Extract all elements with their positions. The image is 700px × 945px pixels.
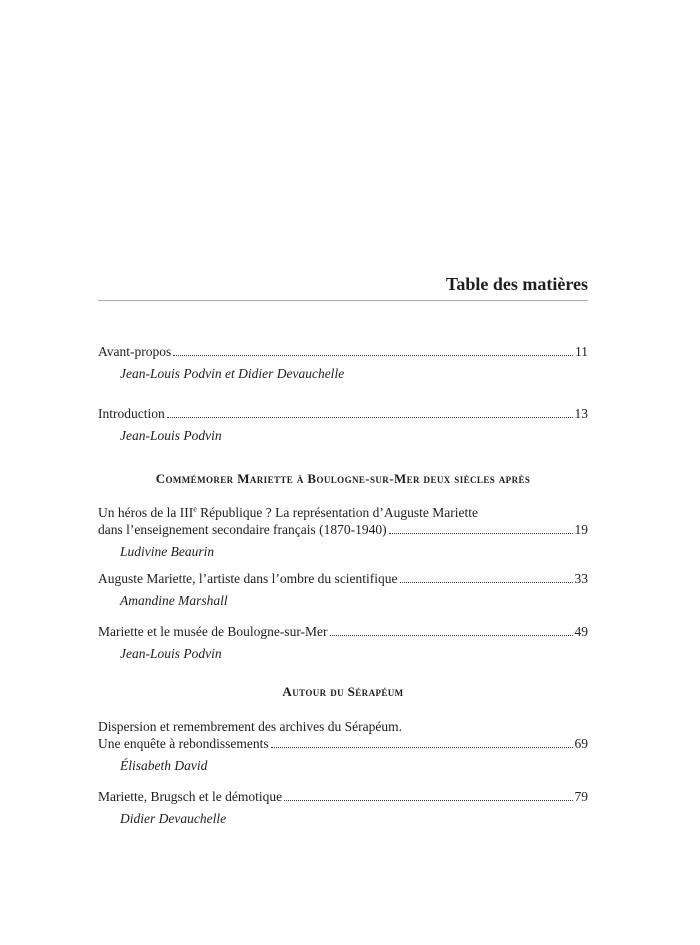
toc-entry-page: 13 bbox=[574, 406, 588, 421]
toc-entry-title-line1: Dispersion et remembrement des archives du Sérapéum. bbox=[98, 719, 403, 734]
toc-entry-title: Avant-propos bbox=[98, 344, 172, 359]
toc-entry-title: Auguste Mariette, l’artiste dans l’ombre du scientifique bbox=[98, 571, 398, 586]
leader-dots bbox=[284, 799, 572, 801]
toc-entry-line bbox=[98, 735, 588, 752]
leader-dots bbox=[400, 581, 573, 583]
superscript: e bbox=[193, 504, 197, 514]
leader-dots bbox=[330, 634, 573, 636]
toc-entry-title: Introduction bbox=[98, 406, 165, 421]
toc-entry-page: 79 bbox=[574, 789, 588, 804]
toc-entry-title: Mariette et le musée de Boulogne-sur-Mer bbox=[98, 624, 328, 639]
toc-entry-author: Amandine Marshall bbox=[120, 593, 228, 608]
toc-entry-line bbox=[98, 623, 588, 640]
toc-entry-page: 11 bbox=[575, 344, 588, 359]
leader-dots bbox=[167, 416, 573, 418]
toc-entry-line bbox=[98, 521, 588, 538]
toc-entry-un-heros[interactable] bbox=[98, 504, 588, 560]
toc-entry-title-line2: dans l’enseignement secondaire français (1870-1940) bbox=[98, 522, 387, 537]
toc-entry-line bbox=[98, 343, 588, 360]
toc-entry-page: 33 bbox=[574, 571, 588, 586]
leader-dots bbox=[389, 532, 573, 534]
title-text: République ? La représentation d’Auguste Mariette bbox=[196, 505, 478, 520]
page-title: Table des matières bbox=[446, 274, 588, 294]
toc-entry-line bbox=[98, 504, 588, 521]
section-heading-serapeum: Autour du Sérapéum bbox=[282, 684, 404, 699]
heading-rule bbox=[98, 300, 588, 301]
toc-entry-page: 49 bbox=[574, 624, 588, 639]
toc-entry-author: Jean-Louis Podvin bbox=[120, 428, 222, 443]
toc-entry-line bbox=[98, 570, 588, 587]
toc-entry-author: Jean-Louis Podvin bbox=[120, 646, 222, 661]
toc-entry-musee-boulogne[interactable] bbox=[98, 623, 588, 662]
toc-entry-title-line2: Une enquête à rebondissements bbox=[98, 736, 269, 751]
toc-entry-dispersion[interactable] bbox=[98, 718, 588, 774]
toc-entry-title-line1 bbox=[98, 504, 478, 521]
toc-entry-line bbox=[98, 405, 588, 422]
leader-dots bbox=[173, 354, 573, 356]
toc-entry-author: Didier Devauchelle bbox=[120, 811, 227, 826]
toc-entry-page: 19 bbox=[574, 522, 588, 537]
toc-entry-introduction[interactable] bbox=[98, 405, 588, 444]
toc-entry-line bbox=[98, 718, 588, 735]
toc-heading bbox=[98, 270, 588, 301]
toc-entry-line bbox=[98, 788, 588, 805]
toc-entry-page: 69 bbox=[574, 736, 588, 751]
toc-entry-brugsch[interactable] bbox=[98, 788, 588, 827]
toc-entry-author: Élisabeth David bbox=[120, 758, 208, 773]
toc-entry-title: Mariette, Brugsch et le démotique bbox=[98, 789, 283, 804]
title-text: Un héros de la III bbox=[98, 505, 194, 520]
toc-entry-author: Jean-Louis Podvin et Didier Devauchelle bbox=[120, 366, 345, 381]
toc-entry-auguste-mariette[interactable] bbox=[98, 570, 588, 609]
leader-dots bbox=[271, 746, 573, 748]
section-heading-commemorer: Commémorer Mariette à Boulogne-sur-Mer deux siècles après bbox=[155, 471, 531, 486]
toc-entry-avant-propos[interactable] bbox=[98, 343, 588, 382]
toc-entry-author: Ludivine Beaurin bbox=[120, 544, 215, 559]
